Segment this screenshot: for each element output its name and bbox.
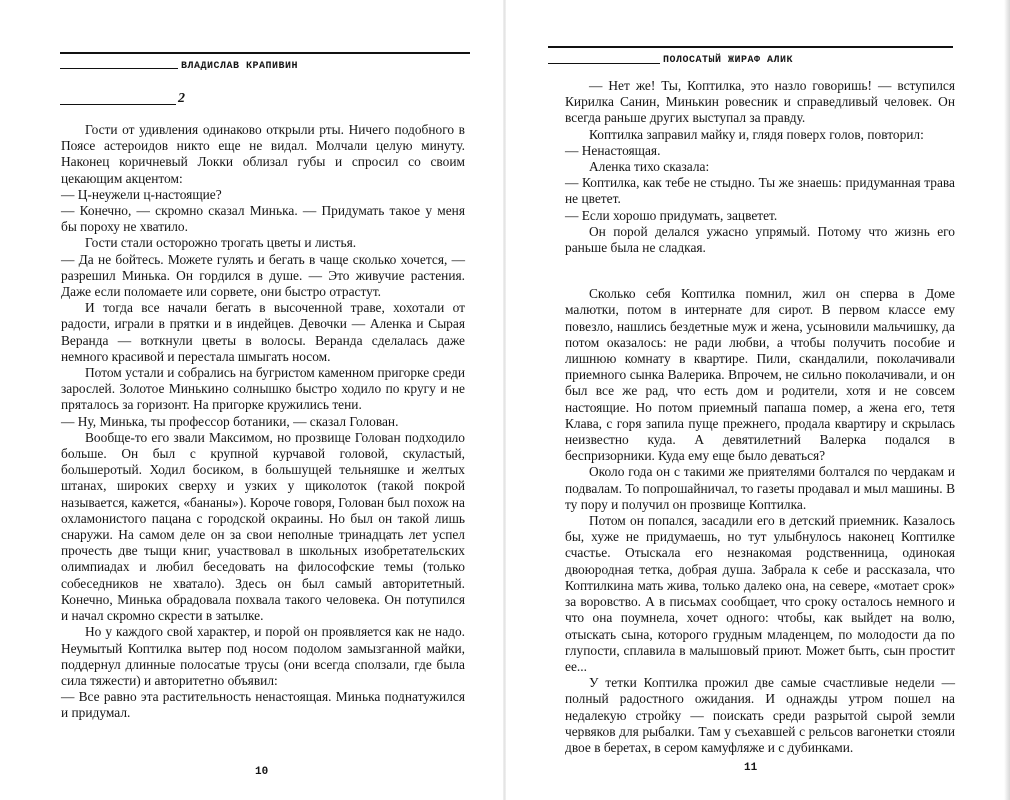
paragraph: И тогда все начали бегать в высоченной траве, хохотали от радости, играли в прятки и в индейцев. Девочки — Аленка и Сырая Веранда — воткнули цветы в волосы. Веранда сделалась даже немного красивой и перестала шмыгать носом. xyxy=(61,300,465,364)
header-rule xyxy=(548,46,953,48)
right-page-text xyxy=(565,78,955,756)
page-number: 11 xyxy=(744,762,758,774)
paragraph: — Если хорошо придумать, зацветет. xyxy=(565,207,778,223)
paragraph: — Все равно эта растительность ненастоящая. Минька поднатужился и придумал. xyxy=(61,689,465,721)
paragraph: — Коптилка, как тебе не стыдно. Ты же знаешь: придуманная трава не цветет. xyxy=(565,175,955,207)
paragraph: Вообще-то его звали Максимом, но прозвище Голован подходило больше. Он был с крупной курчавой головой, скуластый, большеротый. Ходил босиком, в большущей тельняшке и желтых штанах, широких сверху и узких у щиколоток (такой покрой называется, кажется, «бананы»). Короче говоря, Голован был похож на охламонистого пацана с городской окраины. Но был он такой лишь снаружи. На самом деле он за свои неполные тринадцать лет успел прочесть две тыщи книг, участвовал в школьных изобретательских олимпиадах и любил беседовать на философские темы (только собеседников не хватало). Здесь он был самый авторитетный. Конечно, Минька обрадовала похвала такого человека. Он потупился и начал скромно скрести в затылке. xyxy=(61,429,465,624)
paragraph: — Конечно, — скромно сказал Минька. — Придумать такое у меня бы пороху не хватило. xyxy=(61,203,465,235)
paragraph: Около года он с такими же приятелями болтался по чердакам и подвалам. То попрошайничал, то газеты продавал и мыл машины. В ту пору и получил он прозвище Коптилка. xyxy=(565,464,955,512)
paragraph: Коптилка заправил майку и, глядя поверх голов, повторил: xyxy=(589,126,924,142)
paragraph: — Ненастоящая. xyxy=(565,142,661,158)
section-break xyxy=(565,256,955,286)
chapter-number: 2 xyxy=(178,91,185,106)
running-head: ПОЛОСАТЫЙ ЖИРАФ АЛИК xyxy=(663,55,794,66)
chapter-line xyxy=(60,104,176,105)
running-head: ВЛАДИСЛАВ КРАПИВИН xyxy=(181,61,299,72)
paragraph: Гости стали осторожно трогать цветы и листья. xyxy=(85,235,357,251)
header-rule xyxy=(60,52,470,54)
paragraph: У тетки Коптилка прожил две самые счастливые недели — полный радостного ожидания. И однажды утром пошел на недалекую стройку — поискать среди разрытой сырой земли червяков для рыбалки. Там у съехавшей с рельсов вагонетки стояли двое в беретах, в сером камуфляже и с дубинками. xyxy=(565,675,955,755)
paragraph: Гости от удивления одинаково открыли рты. Ничего подобного в Поясе астероидов никто еще не видал. Молчали целую минуту. Наконец коричневый Локки облизал губы и спросил со своим цекающим акцентом: xyxy=(61,122,465,186)
paragraph: Аленка тихо сказала: xyxy=(589,159,710,175)
paragraph: — Да не бойтесь. Можете гулять и бегать в чаще сколько хочется, — разрешил Минька. Он гордился в душе. — Это живучие растения. Даже если поломаете или сорвете, они быстро отрастут. xyxy=(61,251,465,300)
header-line xyxy=(60,68,178,69)
paragraph: Потом он попался, засадили его в детский приемник. Казалось бы, хуже не придумаешь, но тут улыбнулось наконец Коптилке счастье. Отыскала его незнакомая родственница, одинокая двоюродная тетка, добрая душа. Забрала к себе и рассказала, что Коптилкина мать жива, только далеко она, на севере, «мотает срок» за воровство. А в письмах сообщает, что сроку осталось немного и что она поумнела, хочет одного: чтобы, как выйдет на волю, отыскать сына, которого грудным младенцем, по молодости да по глупости, сплавила в малышовый приют. Может быть, сын простит ее... xyxy=(565,513,955,674)
paragraph: — Ц-неужели ц-настоящие? xyxy=(61,186,222,202)
paragraph: — Нет же! Ты, Коптилка, это назло говоришь! — вступился Кирилка Санин, Минькин ровесник и справедливый человек. Он всегда раньше других выступал за правду. xyxy=(565,78,955,126)
paragraph: — Ну, Минька, ты профессор ботаники, — сказал Голован. xyxy=(61,413,399,429)
page-number: 10 xyxy=(255,766,269,778)
header-line xyxy=(548,63,660,64)
paragraph: Но у каждого свой характер, и порой он проявляется как не надо. Неумытый Коптилка вытер под носом подолом замызганной майки, поддернул длинные полосатые трусы (они всегда сползали, где была сила тяжести) и авторитетно объявил: xyxy=(61,624,465,688)
paragraph: Сколько себя Коптилка помнил, жил он сперва в Доме малютки, потом в интернате для сирот. В первом классе ему повезло, нашлись бездетные муж и жена, усыновили мальчишку, да потом оказалось: не ради любви, а чтобы получить пособие и лишнюю комнату в квартире. Пили, скандалили, поколачивали приемного сынка Валерика. Впрочем, не сильно поколачивали, и он был все же рад, что есть дом и родители, хотя и не совсем настоящие. Но потом приемный папаша помер, а жена его, тетя Клава, с горя запила пуще прежнего, продала квартиру и скрылась неизвестно куда. А девятилетний Валерка подался в беспризорники. Куда ему еще было деваться? xyxy=(565,286,955,464)
paragraph: Он порой делался ужасно упрямый. Потому что жизнь его раньше была не сладкая. xyxy=(565,223,955,256)
paragraph: Потом устали и собрались на бугристом каменном пригорке среди зарослей. Золотое Минькино солнышко быстро ходило по кругу и не пряталось за горизонт. На пригорке кружились тени. xyxy=(61,365,465,413)
left-page-text xyxy=(61,122,465,722)
right-page xyxy=(505,0,1010,800)
